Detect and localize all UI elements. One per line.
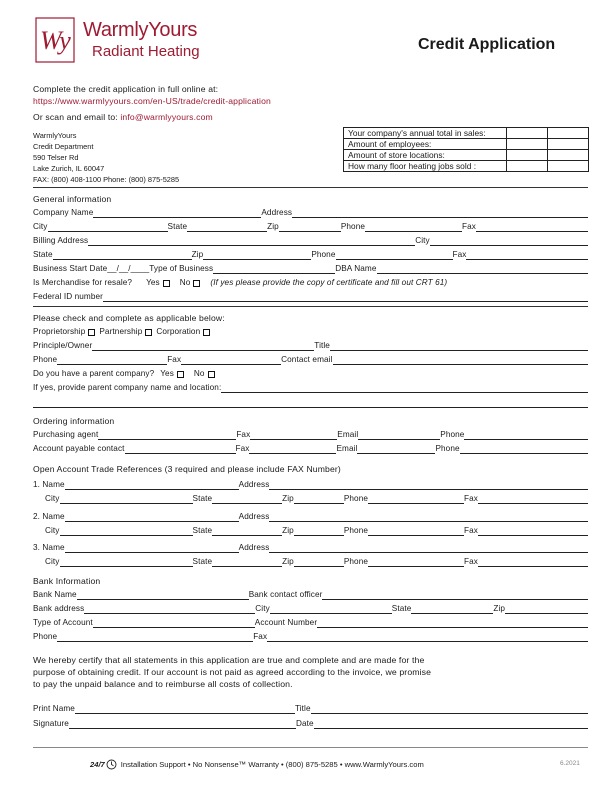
address-city: Lake Zurich, IL 60047 — [33, 164, 105, 173]
billing-fax-field[interactable] — [466, 251, 588, 260]
principal-row — [33, 339, 588, 351]
ap-contact-label: Account payable contact — [33, 444, 125, 453]
reference-name-field[interactable] — [65, 513, 239, 522]
stats-value-cell[interactable] — [507, 161, 548, 172]
zip-field[interactable] — [279, 223, 341, 232]
billing-city-field[interactable] — [430, 237, 588, 246]
stats-row — [344, 150, 589, 161]
purchasing-phone-label: Phone — [440, 430, 465, 439]
reference-fax-label: Fax — [464, 557, 478, 566]
reference-address-label: Address — [238, 480, 270, 489]
stats-row — [344, 161, 589, 172]
billing-address-field[interactable] — [88, 237, 415, 246]
bank-city-label: City — [255, 604, 270, 613]
reference-zip-label: Zip — [282, 526, 294, 535]
purchasing-phone-field[interactable] — [464, 431, 588, 440]
purchasing-agent-field[interactable] — [98, 431, 236, 440]
merch-yes-label: Yes — [146, 278, 160, 287]
certification-text — [33, 654, 431, 690]
parent-company-question: Do you have a parent company? — [33, 369, 155, 378]
reference-state-label: State — [192, 557, 213, 566]
scan-prefix: Or scan and email to: — [33, 112, 121, 122]
merch-yes-checkbox[interactable] — [163, 280, 170, 287]
stats-label: How many floor heating jobs sold : — [344, 161, 507, 172]
date-label: Date — [295, 719, 314, 728]
footer-divider — [33, 747, 588, 748]
ap-fax-label: Fax — [235, 444, 250, 453]
reference-city-label: City — [45, 557, 60, 566]
account-type-field[interactable] — [93, 619, 255, 628]
reference-name-row — [33, 541, 588, 553]
billing-state-field[interactable] — [53, 251, 192, 260]
stats-value-cell[interactable] — [507, 139, 548, 150]
account-type-label: Type of Account — [33, 618, 93, 627]
bank-contact-label: Bank contact officer — [248, 590, 323, 599]
fax-label: Fax — [462, 222, 476, 231]
state-field[interactable] — [187, 223, 267, 232]
parent-info-field[interactable] — [221, 384, 588, 393]
bank-city-field[interactable] — [270, 605, 392, 614]
ap-phone-label: Phone — [435, 444, 460, 453]
parent-info-row-2 — [33, 396, 588, 408]
reference-name-field[interactable] — [65, 481, 239, 490]
reference-state-field[interactable] — [212, 527, 282, 536]
account-number-label: Account Number — [254, 618, 318, 627]
billing-state-row — [33, 248, 588, 260]
purchasing-email-field[interactable] — [358, 431, 440, 440]
contact-fax-label: Fax — [167, 355, 182, 364]
stats-row — [344, 139, 589, 150]
bank-name-label: Bank Name — [33, 590, 77, 599]
address-dept: Credit Department — [33, 142, 94, 151]
section-heading-ordering: Ordering information — [33, 416, 115, 426]
support-badge: 24/7 — [90, 760, 105, 769]
scan-email-line — [33, 112, 213, 122]
reference-zip-field[interactable] — [294, 495, 344, 504]
type-of-business-label: Type of Business — [149, 264, 214, 273]
bank-state-field[interactable] — [411, 605, 493, 614]
stats-label: Your company's annual total in sales: — [344, 128, 507, 139]
address-street: 590 Telser Rd — [33, 153, 79, 162]
contact-email-field[interactable] — [333, 356, 589, 365]
phone-label: Phone — [340, 222, 366, 231]
reference-name-label: 3. Name — [33, 543, 65, 552]
reference-phone-label: Phone — [343, 557, 369, 566]
reference-phone-field[interactable] — [368, 558, 464, 567]
ap-fax-field[interactable] — [249, 445, 336, 454]
billing-city-label: City — [415, 236, 430, 245]
reference-city-label: City — [45, 526, 60, 535]
ap-email-field[interactable] — [357, 445, 435, 454]
stats-label: Amount of store locations: — [344, 150, 507, 161]
purchasing-fax-field[interactable] — [250, 431, 337, 440]
contact-email-label: Contact email — [281, 355, 333, 364]
reference-state-label: State — [192, 494, 213, 503]
reference-city-row — [45, 555, 588, 567]
divider — [33, 187, 588, 188]
parent-info-label: If yes, provide parent company name and location: — [33, 383, 222, 392]
section-heading-general: General information — [33, 194, 112, 204]
principal-title-label: Title — [314, 341, 330, 350]
credit-app-link[interactable]: https://www.warmlyyours.com/en-US/trade/credit-application — [33, 96, 271, 106]
reference-fax-label: Fax — [464, 526, 478, 535]
reference-name-label: 2. Name — [33, 512, 65, 521]
reference-city-row — [45, 524, 588, 536]
reference-address-field[interactable] — [269, 544, 588, 553]
stats-value-cell[interactable] — [548, 128, 589, 139]
signer-title-label: Title — [294, 704, 311, 713]
entity-type-row — [33, 325, 588, 337]
federal-id-row — [33, 290, 588, 302]
reference-phone-field[interactable] — [368, 527, 464, 536]
billing-zip-field[interactable] — [203, 251, 311, 260]
phone-field[interactable] — [365, 223, 462, 232]
logo-mark — [35, 17, 75, 63]
reference-address-field[interactable] — [269, 513, 588, 522]
brand-name: WarmlyYours — [83, 19, 198, 41]
reference-state-field[interactable] — [212, 495, 282, 504]
purchasing-row — [33, 428, 588, 440]
company-city-row — [33, 220, 588, 232]
signature-field[interactable] — [69, 720, 296, 729]
reference-city-row — [45, 492, 588, 504]
intro-line: Complete the credit application in full online at: — [33, 84, 219, 94]
parent-yes-checkbox[interactable] — [177, 371, 184, 378]
reference-name-field[interactable] — [65, 544, 239, 553]
fax-field[interactable] — [476, 223, 588, 232]
billing-zip-label: Zip — [191, 250, 204, 259]
principal-title-field[interactable] — [330, 342, 588, 351]
reference-name-label: 1. Name — [33, 480, 65, 489]
merch-no-label: No — [179, 278, 191, 287]
footer-text: Installation Support • No Nonsense™ Warranty • (800) 875-5285 • www.WarmlyYours.com — [120, 760, 424, 769]
contact-fax-field[interactable] — [181, 356, 281, 365]
print-name-field[interactable] — [75, 705, 295, 714]
bank-address-label: Bank address — [33, 604, 85, 613]
stats-value-cell[interactable] — [548, 139, 589, 150]
signer-title-field[interactable] — [311, 705, 588, 714]
contact-phone-field[interactable] — [57, 356, 167, 365]
bank-address-field[interactable] — [84, 605, 255, 614]
reference-fax-field[interactable] — [478, 558, 588, 567]
billing-state-label: State — [33, 250, 53, 259]
bank-name-row — [33, 588, 588, 600]
state-label: State — [167, 222, 188, 231]
reference-address-field[interactable] — [269, 481, 588, 490]
billing-phone-field[interactable] — [336, 251, 453, 260]
ap-contact-field[interactable] — [125, 445, 236, 454]
purchasing-agent-label: Purchasing agent — [33, 430, 99, 439]
reference-zip-label: Zip — [282, 494, 294, 503]
ap-contact-row — [33, 442, 588, 454]
billing-row — [33, 234, 588, 246]
date-field[interactable] — [314, 720, 588, 729]
parent-yes-label: Yes — [160, 369, 174, 378]
parent-company-row — [33, 367, 588, 379]
stats-label: Amount of employees: — [344, 139, 507, 150]
federal-id-label: Federal ID number — [33, 292, 103, 301]
clock-icon — [106, 759, 117, 770]
reference-phone-label: Phone — [343, 494, 369, 503]
signature-label: Signature — [33, 719, 69, 728]
parent-info-field-2[interactable] — [33, 399, 588, 408]
business-start-label[interactable]: Business Start Date__/__/____ — [33, 264, 150, 273]
form-version: 6.2021 — [560, 760, 580, 767]
proprietorship-checkbox[interactable] — [88, 329, 95, 336]
section-heading-references: Open Account Trade References (3 required and please include FAX Number) — [33, 464, 341, 474]
parent-no-checkbox[interactable] — [208, 371, 215, 378]
stats-row — [344, 128, 589, 139]
email-link[interactable]: info@warmlyyours.com — [120, 112, 213, 122]
bank-zip-label: Zip — [493, 604, 506, 613]
reference-city-field[interactable] — [60, 495, 193, 504]
reference-name-row — [33, 510, 588, 522]
section-heading-bank: Bank Information — [33, 576, 101, 586]
billing-address-label: Billing Address — [33, 236, 89, 245]
merchandise-row — [33, 276, 588, 288]
purchasing-email-label: Email — [337, 430, 359, 439]
certification-line: purpose of obtaining credit. If our account is not paid as agreed according to the invoice, we promise — [33, 667, 432, 677]
bank-address-row — [33, 602, 588, 614]
print-name-label: Print Name — [33, 704, 75, 713]
company-address-field[interactable] — [292, 209, 588, 218]
bank-name-field[interactable] — [77, 591, 249, 600]
remit-address — [33, 130, 179, 185]
merchandise-question: Is Merchandise for resale? — [33, 278, 133, 287]
company-name-label: Company Name — [33, 208, 94, 217]
company-address-label: Address — [261, 208, 293, 217]
certification-line: to pay the unpaid balance and to reimburse all costs of collection. — [33, 679, 293, 689]
reference-phone-label: Phone — [343, 526, 369, 535]
type-of-business-field[interactable] — [213, 265, 335, 274]
dba-name-label: DBA Name — [335, 264, 377, 273]
reference-zip-label: Zip — [282, 557, 294, 566]
federal-id-field[interactable] — [103, 293, 588, 302]
reference-phone-field[interactable] — [368, 495, 464, 504]
principal-label: Principle/Owner — [33, 341, 93, 350]
reference-zip-field[interactable] — [294, 527, 344, 536]
proprietorship-label: Proprietorship — [33, 327, 86, 336]
dba-name-field[interactable] — [377, 265, 589, 274]
reference-fax-label: Fax — [464, 494, 478, 503]
partnership-label: Partnership — [99, 327, 143, 336]
stats-value-cell[interactable] — [548, 161, 589, 172]
stats-value-cell[interactable] — [507, 128, 548, 139]
billing-fax-label: Fax — [452, 250, 467, 259]
city-label: City — [33, 222, 48, 231]
corporation-label: Corporation — [156, 327, 201, 336]
stats-value-cell[interactable] — [507, 150, 548, 161]
contact-row — [33, 353, 588, 365]
reference-city-label: City — [45, 494, 60, 503]
reference-fax-field[interactable] — [478, 495, 588, 504]
bank-phone-field[interactable] — [57, 633, 253, 642]
account-number-field[interactable] — [317, 619, 588, 628]
stats-value-cell[interactable] — [548, 150, 589, 161]
merch-note: (If yes please provide the copy of certificate and fill out CRT 61) — [210, 278, 448, 287]
reference-address-label: Address — [238, 512, 270, 521]
bank-fax-field[interactable] — [267, 633, 588, 642]
reference-state-field[interactable] — [212, 558, 282, 567]
bank-contact-field[interactable] — [322, 591, 588, 600]
parent-info-row — [33, 381, 588, 393]
partnership-checkbox[interactable] — [145, 329, 152, 336]
page-title: Credit Application — [418, 36, 556, 53]
purchasing-fax-label: Fax — [236, 430, 251, 439]
account-row — [33, 616, 588, 628]
reference-state-label: State — [192, 526, 213, 535]
bank-fax-label: Fax — [253, 632, 268, 641]
section-heading-structure: Please check and complete as applicable below: — [33, 313, 225, 323]
print-name-row — [33, 702, 588, 714]
company-name-field[interactable] — [93, 209, 261, 218]
business-row — [33, 262, 588, 274]
zip-label: Zip — [267, 222, 279, 231]
ap-phone-field[interactable] — [460, 445, 588, 454]
reference-city-field[interactable] — [60, 527, 193, 536]
contact-phone-label: Phone — [33, 355, 58, 364]
logo — [35, 17, 225, 65]
corporation-checkbox[interactable] — [203, 329, 210, 336]
address-company: WarmlyYours — [33, 131, 77, 140]
logo-monogram: Wy — [40, 26, 71, 55]
parent-no-label: No — [193, 369, 205, 378]
ap-email-label: Email — [336, 444, 358, 453]
bank-phone-label: Phone — [33, 632, 58, 641]
address-contact: FAX: (800) 408-1100 Phone: (800) 875-5285 — [33, 175, 180, 184]
bank-zip-field[interactable] — [505, 605, 588, 614]
company-stats-table — [343, 127, 589, 172]
merch-no-checkbox[interactable] — [193, 280, 200, 287]
reference-city-field[interactable] — [60, 558, 193, 567]
principal-field[interactable] — [92, 342, 314, 351]
footer — [90, 759, 424, 770]
billing-phone-label: Phone — [311, 250, 336, 259]
certification-line: We hereby certify that all statements in this application are true and complete and are made for the — [33, 655, 425, 665]
bank-phone-row — [33, 630, 588, 642]
city-field[interactable] — [48, 223, 168, 232]
signature-row — [33, 717, 588, 729]
reference-address-label: Address — [238, 543, 270, 552]
divider — [33, 306, 588, 307]
company-name-row — [33, 206, 588, 218]
reference-zip-field[interactable] — [294, 558, 344, 567]
reference-fax-field[interactable] — [478, 527, 588, 536]
reference-name-row — [33, 478, 588, 490]
brand-tagline: Radiant Heating — [92, 43, 200, 60]
bank-state-label: State — [391, 604, 412, 613]
